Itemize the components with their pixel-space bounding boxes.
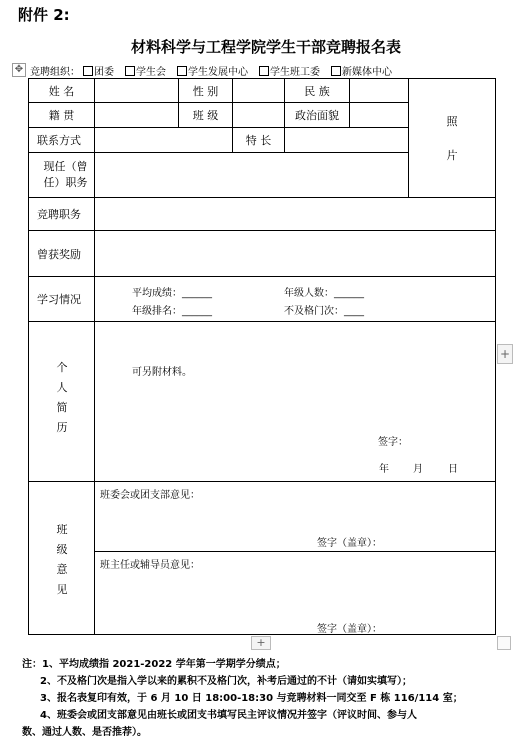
date-year-label: 年 [379, 464, 389, 475]
gpa-field[interactable]: 平均成绩：______ [132, 288, 212, 299]
apply-organization-row [30, 63, 400, 78]
option-class-committee[interactable]: 学生班工委 [259, 63, 320, 78]
ethnic-label: 民 族 [304, 84, 330, 98]
option-league[interactable]: 团委 [83, 63, 114, 78]
opinion-label-3: 意 [56, 563, 68, 576]
notes-section [22, 656, 522, 741]
option-new-media[interactable]: 新媒体中心 [331, 63, 392, 78]
gender-field[interactable] [233, 79, 284, 102]
name-label: 姓 名 [48, 84, 75, 98]
form-title: 材料科学与工程学院学生干部竞聘报名表 [130, 38, 401, 56]
note-line: 注：1、平均成绩指 2021-2022 学年第一学期学分绩点； [22, 659, 286, 670]
current-post-label: 现任（曾任）职务 [43, 160, 88, 189]
class-field[interactable] [233, 103, 284, 127]
study-label: 学习情况 [37, 293, 81, 306]
note-line: 4、班委会或团支部意见由班长或团支书填写民主评议情况并签字（评议时间、参与人 [40, 710, 417, 721]
checkbox-icon[interactable] [125, 66, 135, 76]
current-post-field[interactable] [95, 153, 408, 197]
committee-opinion-label: 班委会或团支部意见： [100, 490, 200, 501]
add-column-icon[interactable]: + [497, 344, 513, 364]
apply-post-field[interactable] [95, 198, 495, 230]
teacher-opinion-label: 班主任或辅导员意见： [100, 560, 200, 571]
note-line: 3、报名表复印有效，于 6 月 10 日 18:00-18:30 与竞聘材料一同交至 F 栋 116/114 室； [40, 693, 463, 704]
politics-label: 政治面貌 [295, 109, 339, 122]
checkbox-icon[interactable] [259, 66, 269, 76]
opinion-label-2: 级 [56, 543, 68, 556]
specialty-field[interactable] [285, 128, 408, 152]
contact-field[interactable] [95, 128, 232, 152]
attach-note: 可另附材料。 [132, 367, 192, 378]
class-label: 班 级 [192, 109, 219, 122]
specialty-label: 特 长 [245, 134, 272, 147]
fail-count-field[interactable]: 不及格门次：____ [284, 306, 364, 317]
resume-field[interactable] [95, 322, 495, 481]
option-student-union[interactable]: 学生会 [125, 63, 166, 78]
checkbox-icon[interactable] [177, 66, 187, 76]
table-resize-icon[interactable] [497, 636, 511, 650]
grade-rank-field[interactable]: 年级排名：______ [132, 306, 212, 317]
date-month-label: 月 [413, 464, 423, 475]
checkbox-icon[interactable] [83, 66, 93, 76]
resume-label-4: 历 [56, 421, 68, 434]
politics-field[interactable] [350, 103, 408, 127]
checkbox-icon[interactable] [331, 66, 341, 76]
contact-label: 联系方式 [37, 134, 81, 147]
teacher-sign-label: 签字（盖章）： [317, 624, 382, 635]
photo-label-2: 片 [446, 149, 458, 162]
native-field[interactable] [95, 103, 178, 127]
resume-label-3: 简 [56, 401, 68, 414]
ethnic-field[interactable] [350, 79, 408, 102]
apply-post-label: 竞聘职务 [37, 208, 81, 221]
annex-label: 附件 2: [18, 6, 70, 24]
native-label: 籍 贯 [48, 109, 75, 122]
photo-box[interactable] [409, 79, 495, 197]
resume-label-1: 个 [56, 361, 68, 374]
note-line: 数、通过人数、是否推荐）。 [22, 727, 147, 738]
name-field[interactable] [95, 79, 178, 102]
resume-label-2: 人 [56, 381, 68, 394]
committee-sign-label: 签字（盖章）： [317, 538, 382, 549]
apply-label: 竞聘组织： [30, 67, 80, 78]
option-development-center[interactable]: 学生发展中心 [177, 63, 248, 78]
awards-field[interactable] [95, 231, 495, 276]
resume-sign-label: 签字： [378, 437, 408, 448]
opinion-label-4: 见 [56, 583, 68, 596]
grade-count-field[interactable]: 年级人数：______ [284, 288, 364, 299]
add-row-icon[interactable]: + [251, 636, 271, 650]
gender-label: 性 别 [192, 84, 219, 98]
table-move-icon[interactable]: ✥ [12, 63, 26, 77]
note-line: 2、不及格门次是指入学以来的累积不及格门次，补考后通过的不计（请如实填写）； [40, 676, 412, 687]
photo-label-1: 照 [446, 115, 458, 128]
awards-label: 曾获奖励 [37, 247, 81, 261]
opinion-label-1: 班 [56, 523, 68, 536]
date-day-label: 日 [448, 464, 458, 475]
